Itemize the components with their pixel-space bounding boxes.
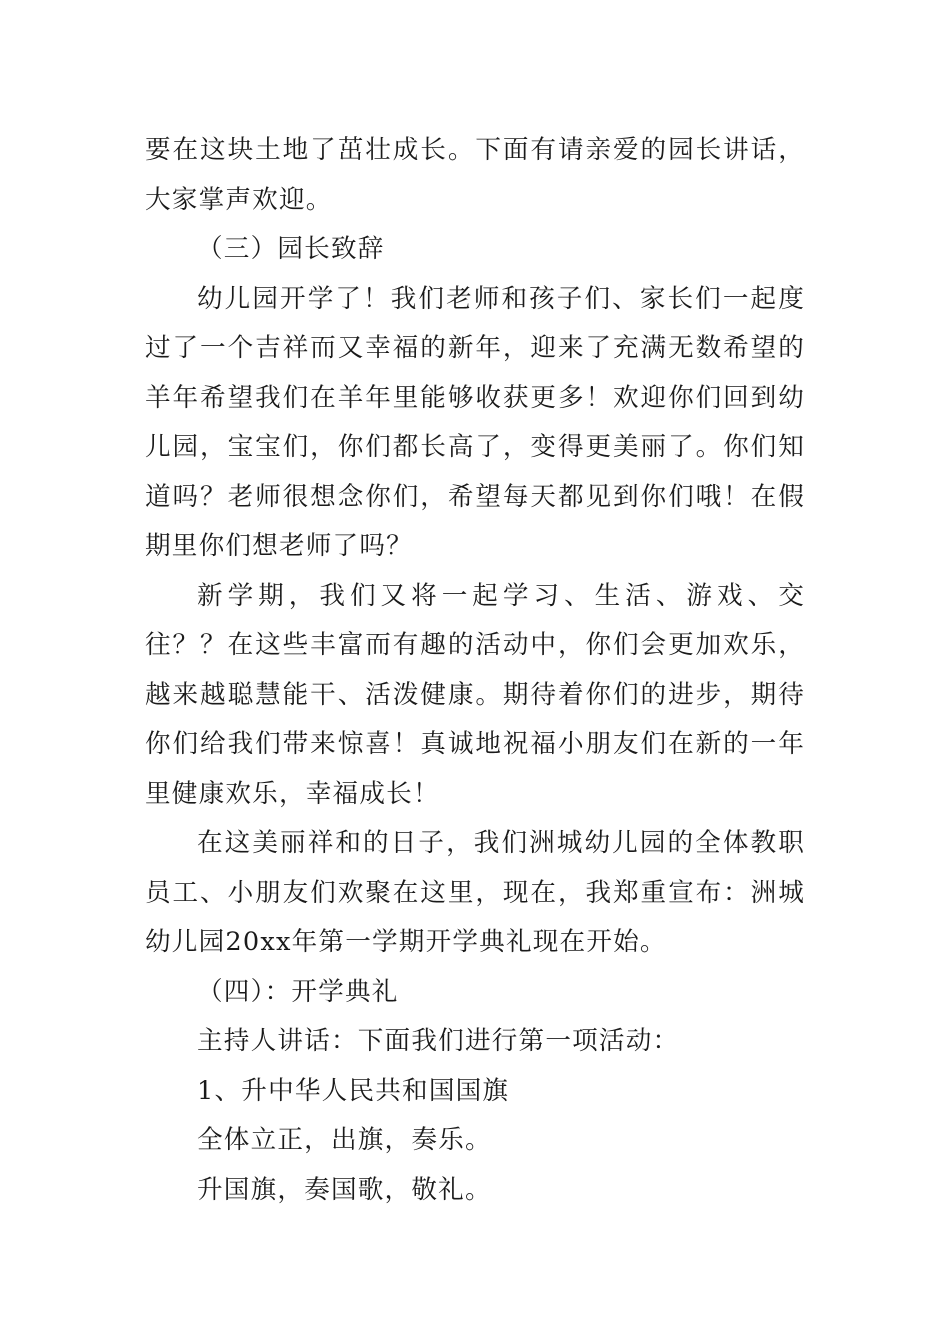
- paragraph-new-semester: 新学期，我们又将一起学习、生活、游戏、交往？？在这些丰富而有趣的活动中，你们会更加欢乐，越来越聪慧能干、活泼健康。期待着你们的进步，期待你们给我们带来惊喜！真诚地祝福小朋友们在新的一年里健康欢乐，幸福成长！: [145, 580, 805, 809]
- document-body: [145, 126, 805, 1215]
- list-item-flag-raising: 1、升中华人民共和国国旗: [197, 1075, 510, 1106]
- paragraph-anthem: 升国旗，奏国歌，敬礼。: [197, 1174, 492, 1205]
- paragraph-principal-speech: 幼儿园开学了！我们老师和孩子们、家长们一起度过了一个吉祥而又幸福的新年，迎来了充满无数希望的羊年希望我们在羊年里能够收获更多！欢迎你们回到幼儿园，宝宝们，你们都长高了，变得更美丽了。你们知道吗？老师很想念你们，希望每天都见到你们哦！在假期里你们想老师了吗？: [145, 283, 805, 561]
- paragraph-host-speech: 主持人讲话：下面我们进行第一项活动：: [197, 1026, 680, 1056]
- paragraph-announcement: 在这美丽祥和的日子，我们洲城幼儿园的全体教职员工、小朋友们欢聚在这里，现在，我郑重宣布：洲城幼儿园20xx年第一学期开学典礼现在开始。: [145, 828, 805, 957]
- section-heading-opening-ceremony: （四）：开学典礼: [197, 976, 399, 1007]
- section-heading-principal-speech: （三）园长致辞: [197, 234, 385, 264]
- paragraph-attention: 全体立正，出旗，奏乐。: [197, 1125, 492, 1155]
- paragraph-welcome-end: 要在这块土地了茁壮成长。下面有请亲爱的园长讲话，大家掌声欢迎。: [145, 135, 805, 215]
